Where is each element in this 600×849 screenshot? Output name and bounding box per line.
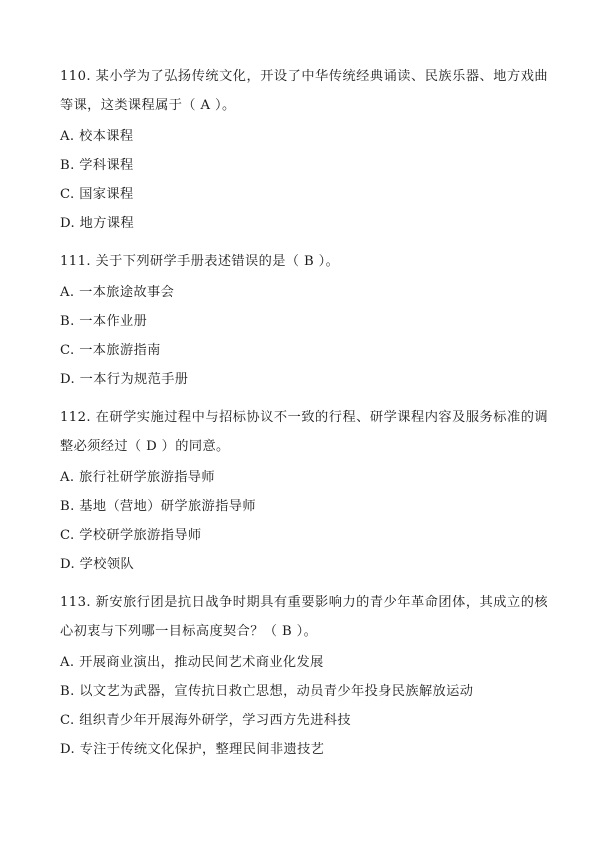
question-block-111	[60, 247, 548, 394]
question-option: D. 专注于传统文化保护，整理民间非遗技艺	[60, 742, 325, 757]
question-option: B. 一本作业册	[60, 314, 148, 329]
question-stem: 111. 关于下列研学手册表述错误的是（ B ）。	[60, 254, 340, 269]
question-option: D. 一本行为规范手册	[60, 372, 189, 387]
question-option: C. 组织青少年开展海外研学，学习西方先进科技	[60, 713, 351, 728]
question-option: A. 旅行社研学旅游指导师	[60, 470, 215, 485]
question-stem: 110. 某小学为了弘扬传统文化，开设了中华传统经典诵读、民族乐器、地方戏曲等课，这类课程属于（ A ）。	[60, 69, 548, 113]
question-stem: 112. 在研学实施过程中与招标协议不一致的行程、研学课程内容及服务标准的调整必须经过（ D ）的同意。	[60, 410, 548, 454]
question-option: C. 一本旅游指南	[60, 343, 161, 358]
question-option: A. 开展商业演出，推动民间艺术商业化发展	[60, 655, 324, 670]
question-option: C. 学校研学旅游指导师	[60, 528, 202, 543]
question-option: B. 学科课程	[60, 158, 134, 173]
question-option: D. 地方课程	[60, 216, 135, 231]
question-option: A. 校本课程	[60, 129, 134, 144]
question-stem: 113. 新安旅行团是抗日战争时期具有重要影响力的青少年革命团体，其成立的核心初衷与下列哪一目标高度契合？（ B ）。	[60, 595, 548, 639]
question-option: B. 基地（营地）研学旅游指导师	[60, 499, 256, 514]
question-block-113	[60, 588, 548, 764]
question-block-110	[60, 62, 548, 238]
question-option: B. 以文艺为武器，宣传抗日救亡思想，动员青少年投身民族解放运动	[60, 684, 474, 699]
question-option: D. 学校领队	[60, 557, 135, 572]
question-option: C. 国家课程	[60, 187, 134, 202]
question-option: A. 一本旅途故事会	[60, 285, 175, 300]
question-block-112	[60, 403, 548, 579]
